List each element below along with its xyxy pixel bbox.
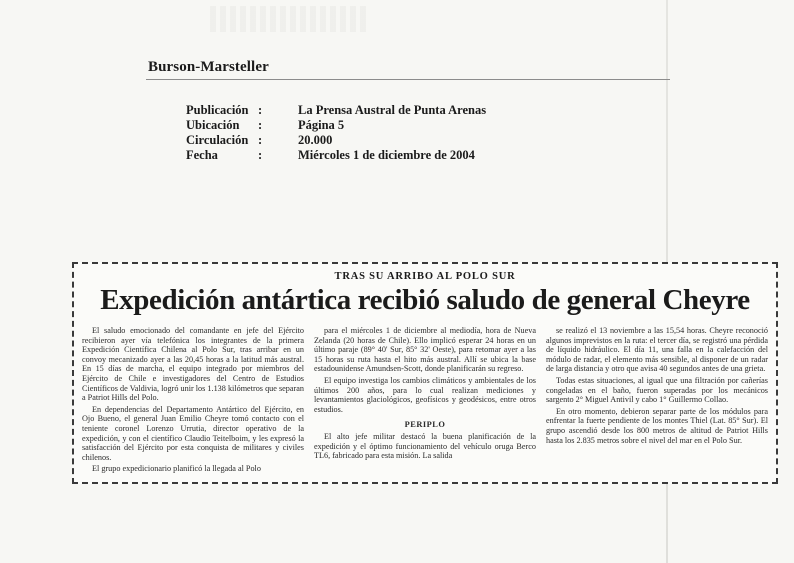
- article-headline: Expedición antártica recibió saludo de general Cheyre: [100, 284, 750, 316]
- article-paragraph: para el miércoles 1 de diciembre al mediodía, hora de Nueva Zelanda (20 horas de Chile). Ello implicó esperar 24 horas en un último paraje (89° 40' Sur, 85° 32' Oeste), para retomar ayer a las 15 horas su ruta hasta el hito más austral. Allí se ubica la base estadounidense Amundsen-Scott, donde planificarán su regreso.: [314, 326, 536, 374]
- meta-value: 20.000: [298, 133, 333, 147]
- article-paragraph: El equipo investiga los cambios climáticos y ambientales de los últimos 200 años, para lo cual realizan mediciones y levantamientos glaciológicos, geofísicos y geodésicos, entre otros estudios.: [314, 375, 536, 414]
- newspaper-clipping: [72, 262, 778, 484]
- clipping-metadata: [186, 103, 486, 163]
- agency-name: Burson-Marsteller: [148, 59, 269, 75]
- article-paragraph: se realizó el 13 noviembre a las 15,54 horas. Cheyre reconoció algunos imprevistos en la ruta: el tercer día, se registró una pérdida de líquido hidráulico. El día 11, una falla en la calefacción del módulo de radar, el elemento más sensible, al disponer de un radar de larga distancia y otro que avisa 40 segundos antes de una grieta.: [546, 326, 768, 374]
- meta-value: Página 5: [298, 118, 345, 132]
- article-paragraph: En dependencias del Departamento Antártico del Ejército, en Ojo Bueno, el general Juan Emilio Cheyre tomó contacto con el teniente coronel Lorenzo Urrutia, director operativo de la expedición, y con el científico Claudio Teitelboim, y les expresó la satisfacción del Ejército por esta conquista de militares y civiles chilenos.: [82, 404, 304, 462]
- meta-label: Circulación: [186, 133, 249, 147]
- article-paragraph: El grupo expedicionario planificó la llegada al Polo: [92, 464, 261, 474]
- meta-row-date: [186, 148, 486, 163]
- meta-label: Fecha: [186, 148, 218, 162]
- article-column-1: [82, 326, 304, 476]
- article-paragraph: El saludo emocionado del comandante en jefe del Ejército recibieron ayer vía telefónica los integrantes de la primera Expedición Científica Chilena al Polo Sur, tras arribar en un convoy mecanizado ayer a las 20,45 horas a la latitud más austral. En 15 días de marcha, el equipo integrado por miembros del Ejército de Chile e investigadores del Centro de Estudios Científicos de Valdivia, logró unir los 1.138 kilómetros que separan a Patriot Hills del Polo.: [82, 326, 304, 403]
- article-paragraph: Todas estas situaciones, al igual que una filtración por cañerías congeladas en el baño, fueron superadas por los mecánicos sargento 2° Miguel Antivil y cabo 1° Guillermo Collao.: [546, 375, 768, 405]
- meta-label: Ubicación: [186, 118, 240, 132]
- meta-separator: :: [258, 118, 263, 132]
- meta-row-publication: [186, 103, 486, 118]
- scan-bleedthrough: [210, 6, 370, 32]
- article-column-2: [314, 326, 536, 476]
- meta-row-circulation: [186, 133, 486, 148]
- article-paragraph: En otro momento, debieron separar parte de los módulos para enfrentar la fuerte pendiente de los montes Thiel (Lat. 85° Sur). El grupo ascendió desde los 800 metros de altitud de Patriot Hills hasta los 2.835 metros sobre el nivel del mar en el Polo Sur.: [546, 406, 768, 445]
- meta-separator: :: [258, 103, 263, 117]
- article-column-3: [546, 326, 768, 476]
- article-body: [82, 326, 768, 476]
- meta-label: Publicación: [186, 103, 249, 117]
- meta-value: Miércoles 1 de diciembre de 2004: [298, 148, 475, 162]
- meta-value: La Prensa Austral de Punta Arenas: [298, 103, 487, 117]
- article-paragraph: El alto jefe militar destacó la buena planificación de la expedición y el óptimo funcionamiento del vehículo oruga Berco TL6, fabricado para esta misión. La salida: [314, 431, 536, 461]
- article-subhead: PERIPLO: [404, 420, 446, 430]
- header-divider: [146, 79, 670, 80]
- meta-separator: :: [258, 148, 263, 162]
- meta-row-location: [186, 118, 486, 133]
- article-kicker: TRAS SU ARRIBO AL POLO SUR: [334, 271, 516, 282]
- meta-separator: :: [258, 133, 263, 147]
